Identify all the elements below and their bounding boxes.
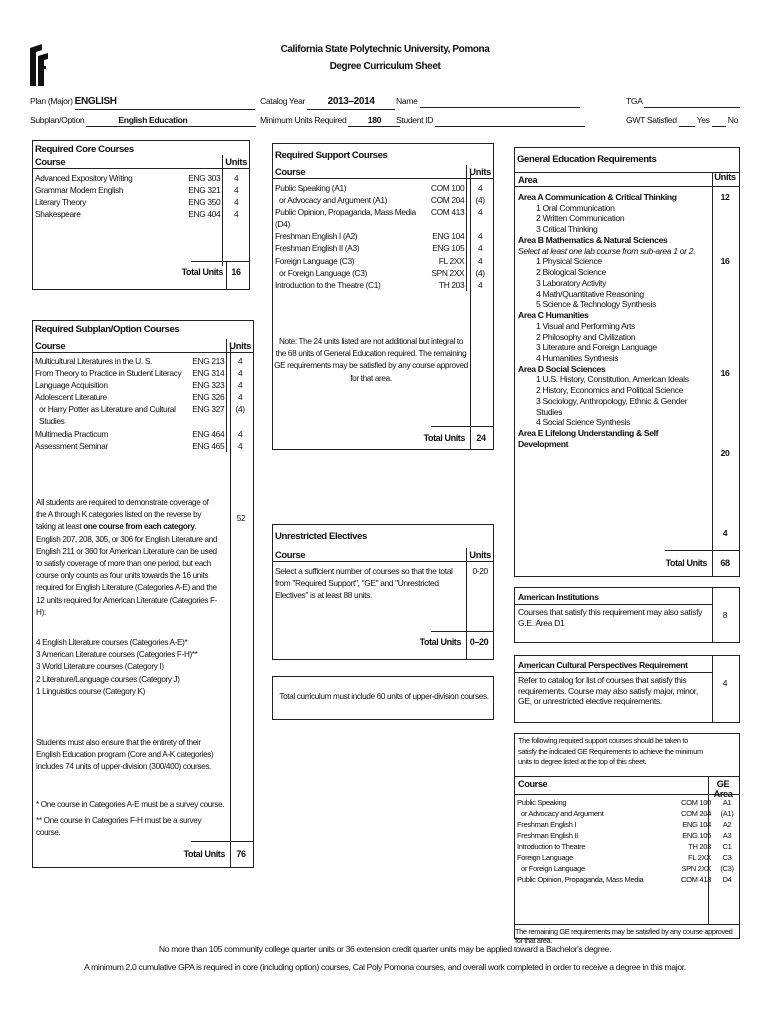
ge-area-b-units: 16 — [720, 256, 730, 266]
col-units: Units — [223, 155, 249, 169]
acp-text: Refer to catalog for list of courses that satisfy this requirements. Course may also satisfy major, minor, GE, or unrestricted elective requirements. — [518, 675, 698, 707]
col-units: Units — [714, 171, 736, 182]
table-row: Multicultural Literatures in the U. S. ENG 213 4 — [33, 353, 253, 368]
gwt-no-blank[interactable] — [712, 115, 726, 127]
list-item: 3 World Literature courses (Category I) — [36, 662, 164, 672]
ge-area-a-units: 12 — [720, 192, 730, 202]
table-row: Multimedia Practicum ENG 464 4 — [33, 428, 253, 440]
core-table — [33, 155, 249, 266]
list-item: 3 American Literature courses (Categories F-H)** — [36, 650, 198, 660]
list-item: 2 Philosophy and Civilization — [536, 331, 636, 342]
list-item: 1 U.S. History, Constitution, American Ideals — [536, 374, 689, 385]
core-courses-box — [32, 140, 250, 290]
ge-total-label: Total Units — [665, 558, 707, 568]
core-total-label: Total Units — [181, 267, 223, 277]
table-row: or Harry Potter as Literature and Cultural Studies ENG 327 (4) — [33, 403, 253, 427]
subplan-total-label: Total Units — [183, 849, 225, 859]
subplan-table — [33, 339, 253, 452]
subplan-title: Required Subplan/Option Courses — [35, 324, 180, 335]
ge-title: General Education Requirements — [517, 154, 657, 165]
col-course: Course — [33, 155, 173, 169]
col-course: Course — [273, 548, 467, 562]
core-title: Required Core Courses — [35, 144, 134, 155]
electives-total-label: Total Units — [419, 637, 461, 647]
table-row: Public Opinion, Propaganda, Mass Media (D4) COM 413 4 — [273, 206, 493, 230]
list-item: 1 Physical Science — [536, 256, 602, 267]
subplan-box — [32, 320, 254, 868]
coverage-units: 52 — [236, 514, 246, 523]
catalog-field: Catalog Year 2013–2014 — [260, 96, 395, 110]
list-item: 4 Humanities Synthesis — [536, 353, 619, 364]
electives-table — [273, 548, 493, 601]
american-institutions-box — [514, 587, 740, 643]
category-list — [36, 637, 226, 698]
name-field: Name — [396, 96, 580, 108]
col-units: Units — [467, 165, 493, 179]
col-course: Course — [33, 339, 190, 353]
list-item: 3 Sociology, Anthropology, Ethnic & Gender Studies — [536, 395, 688, 417]
col-course: Course — [518, 779, 548, 789]
ge-area-e: Area E Lifelong Understanding & Self Development — [518, 428, 659, 449]
list-item: 3 Critical Thinking — [536, 224, 598, 235]
list-item: 1 Linguistics course (Category K) — [36, 686, 146, 696]
support-table — [273, 165, 493, 291]
table-row: Literary Theory ENG 350 4 — [33, 196, 249, 208]
acp-units: 4 — [722, 678, 728, 688]
list-item: 2 Biological Science — [536, 267, 606, 278]
col-ge-area: GE Area — [713, 779, 733, 799]
footer-note-1: No more than 105 community college quarter units or 36 extension credit quarter units may be applied toward a Bachelor's degree. — [158, 944, 612, 954]
ge-area-b-note: Select at least one lab course from sub-area 1 or 2. — [518, 245, 696, 256]
ge-area-b: Area B Mathematics & Natural Sciences — [518, 234, 668, 245]
ge-areas — [518, 192, 710, 450]
survey-note-2: ** One course in Categories F-H must be a survey course. — [36, 816, 202, 838]
electives-box — [272, 524, 494, 660]
table-row: Foreign Language (C3) FL 2XX 4 — [273, 255, 493, 267]
name-input[interactable] — [420, 96, 580, 108]
table-row: Shakespeare ENG 404 4 — [33, 208, 249, 266]
table-row: or Foreign Language SPN 2XX (C3) — [521, 864, 734, 873]
table-row: Freshman English II ENG 105 A3 — [517, 831, 732, 840]
upper-division-note: Students must also ensure that the entirety of their English Education program (Core and A-K categories) includes 74 units of upper-division (300/400) courses. — [36, 738, 214, 772]
catalog-value: 2013–2014 — [307, 96, 395, 110]
upper-division-requirement: Total curriculum must include 60 units of upper-division courses. — [279, 692, 489, 701]
american-institutions-title: American Institutions — [518, 592, 599, 602]
subplan-field: Subplan/Option English Education — [30, 115, 256, 127]
table-row: Public Opinion, Propaganda, Mass Media COM 413 D4 — [517, 875, 732, 884]
plan-field: Plan (Major) ENGLISH — [30, 96, 255, 110]
plan-value: ENGLISH — [75, 96, 255, 110]
table-row: Freshman English I ENG 104 A2 — [517, 820, 732, 829]
ge-area-c-units: 16 — [720, 368, 730, 378]
gwt-field: GWT Satisfied Yes No — [626, 115, 739, 125]
electives-title: Unrestricted Electives — [275, 531, 367, 542]
american-institutions-text: Courses that satisfy this requirement may also satisfy G.E. Area D1 — [518, 607, 703, 628]
ge-mapping-intro: The following required support courses should be taken to satisfy the indicated GE Requirements to achieve the minimum units to degree listed at the top of this sheet. — [518, 736, 703, 766]
support-courses-box — [272, 143, 494, 450]
col-units: Units — [227, 339, 253, 353]
list-item: 1 Oral Communication — [536, 202, 615, 213]
subplan-total-value: 76 — [236, 849, 246, 859]
ge-area-e-units: 4 — [722, 528, 728, 538]
table-row: Introduction to the Theatre (C1) TH 203 4 — [273, 279, 493, 291]
table-row: Adolescent Literature ENG 326 4 — [33, 391, 253, 403]
footer-note-2: A minimum 2.0 cumulative GPA is required in core (including option) courses, Cal Poly Pomona courses, and overall work completed in order to receive a degree in this major. — [84, 962, 686, 972]
table-row: or Foreign Language (C3) SPN 2XX (4) — [273, 267, 493, 279]
table-row: or Advocacy and Argument COM 204 (A1) — [521, 809, 734, 818]
table-row: Public Speaking COM 100 A1 — [517, 798, 732, 807]
table-row: Public Speaking (A1) COM 100 4 — [273, 179, 493, 195]
ge-mapping-box — [514, 733, 740, 945]
tga-field: TGA — [626, 96, 740, 108]
table-row: Language Acquisition ENG 323 4 — [33, 379, 253, 391]
table-row: or Advocacy and Argument (A1) COM 204 (4) — [273, 194, 493, 206]
upper-division-box — [272, 676, 494, 720]
table-row: Freshman English I (A2) ENG 104 4 — [273, 230, 493, 242]
table-row: Assessment Seminar ENG 465 4 — [33, 440, 253, 452]
ge-area-c: Area C Humanities — [518, 310, 589, 321]
university-name: California State Polytechnic University, Pomona — [280, 44, 490, 55]
ge-mapping-footer: The remaining GE requirements may be satisfied by any course approved for that area. — [515, 927, 733, 945]
min-units-value: 180 — [348, 115, 400, 127]
list-item: 4 Social Science Synthesis — [536, 417, 631, 428]
list-item: 4 English Literature courses (Categories A-E)* — [36, 638, 188, 647]
student-id-field: Student ID — [396, 115, 585, 127]
gwt-yes-blank[interactable] — [679, 115, 695, 127]
ge-requirements-box — [514, 147, 740, 577]
support-title: Required Support Courses — [275, 150, 388, 161]
list-item: 2 History, Economics and Political Science — [536, 385, 684, 396]
table-row: Advanced Expository Writing ENG 303 4 — [33, 169, 249, 185]
support-total-value: 24 — [476, 433, 486, 443]
acp-box — [514, 655, 740, 723]
list-item: 1 Visual and Performing Arts — [536, 320, 635, 331]
ge-area-a: Area A Communication & Critical Thinking — [518, 192, 677, 202]
survey-note-1: * One course in Categories A-E must be a survey course. — [36, 800, 225, 809]
table-row: From Theory to Practice in Student Literacy ENG 314 4 — [33, 367, 253, 379]
electives-total-value: 0–20 — [469, 637, 489, 647]
ge-total-value: 68 — [720, 558, 730, 568]
list-item: 3 Literature and Foreign Language — [536, 342, 657, 353]
list-item: 5 Science & Technology Synthesis — [536, 299, 657, 310]
table-row: Freshman English II (A3) ENG 105 4 — [273, 242, 493, 254]
core-total-value: 16 — [231, 267, 241, 277]
table-row: Introduction to Theatre TH 203 C1 — [517, 842, 732, 851]
american-institutions-units: 8 — [722, 610, 728, 620]
support-total-label: Total Units — [423, 433, 465, 443]
support-note: Note: The 24 units listed are not additional but integral to the 68 units of General Education required. The remaining GE requirements may be satisfied by any course approved for that area. — [274, 337, 468, 383]
table-row: Grammar Modern English ENG 321 4 — [33, 184, 249, 196]
acp-title: American Cultural Perspectives Requirement — [518, 660, 688, 670]
ge-area-d-units: 20 — [720, 448, 730, 458]
list-item: 2 Written Communication — [536, 213, 625, 224]
min-units-field: Minimum Units Required 180 — [260, 115, 400, 127]
subplan-value: English Education — [86, 115, 256, 127]
ge-mapping-table — [515, 797, 741, 885]
table-row: Select a sufficient number of courses so that the total from "Required Support", "GE" and "Unrestricted Electives" is at least 88 units. 0-20 — [273, 562, 493, 602]
student-id-input[interactable] — [435, 115, 585, 127]
coverage-note: All students are required to demonstrate coverage of the A through K categories listed on the reverse by taking at least one course from each category. English 207, 208, 305, or 306 for English Literature and English 211 or 360 for American Literature can be used to satisfy coverage of more than one period, but each course only counts as four units towards the 16 units required for English Literature (Categories A-E) and the 12 units required for American Literature (Categories F-H): — [36, 498, 218, 617]
col-course: Course — [273, 165, 429, 179]
col-units: Units — [467, 548, 493, 562]
list-item: 4 Math/Quantitative Reasoning — [536, 288, 644, 299]
list-item: 3 Laboratory Activity — [536, 277, 607, 288]
ge-area-d: Area D Social Sciences — [518, 363, 606, 374]
col-area: Area — [518, 174, 538, 185]
sheet-title: Degree Curriculum Sheet — [329, 61, 441, 72]
table-row: Foreign Language FL 2XX C3 — [517, 853, 732, 862]
list-item: 2 Literature/Language courses (Category J) — [36, 674, 180, 684]
tga-input[interactable] — [644, 96, 740, 108]
